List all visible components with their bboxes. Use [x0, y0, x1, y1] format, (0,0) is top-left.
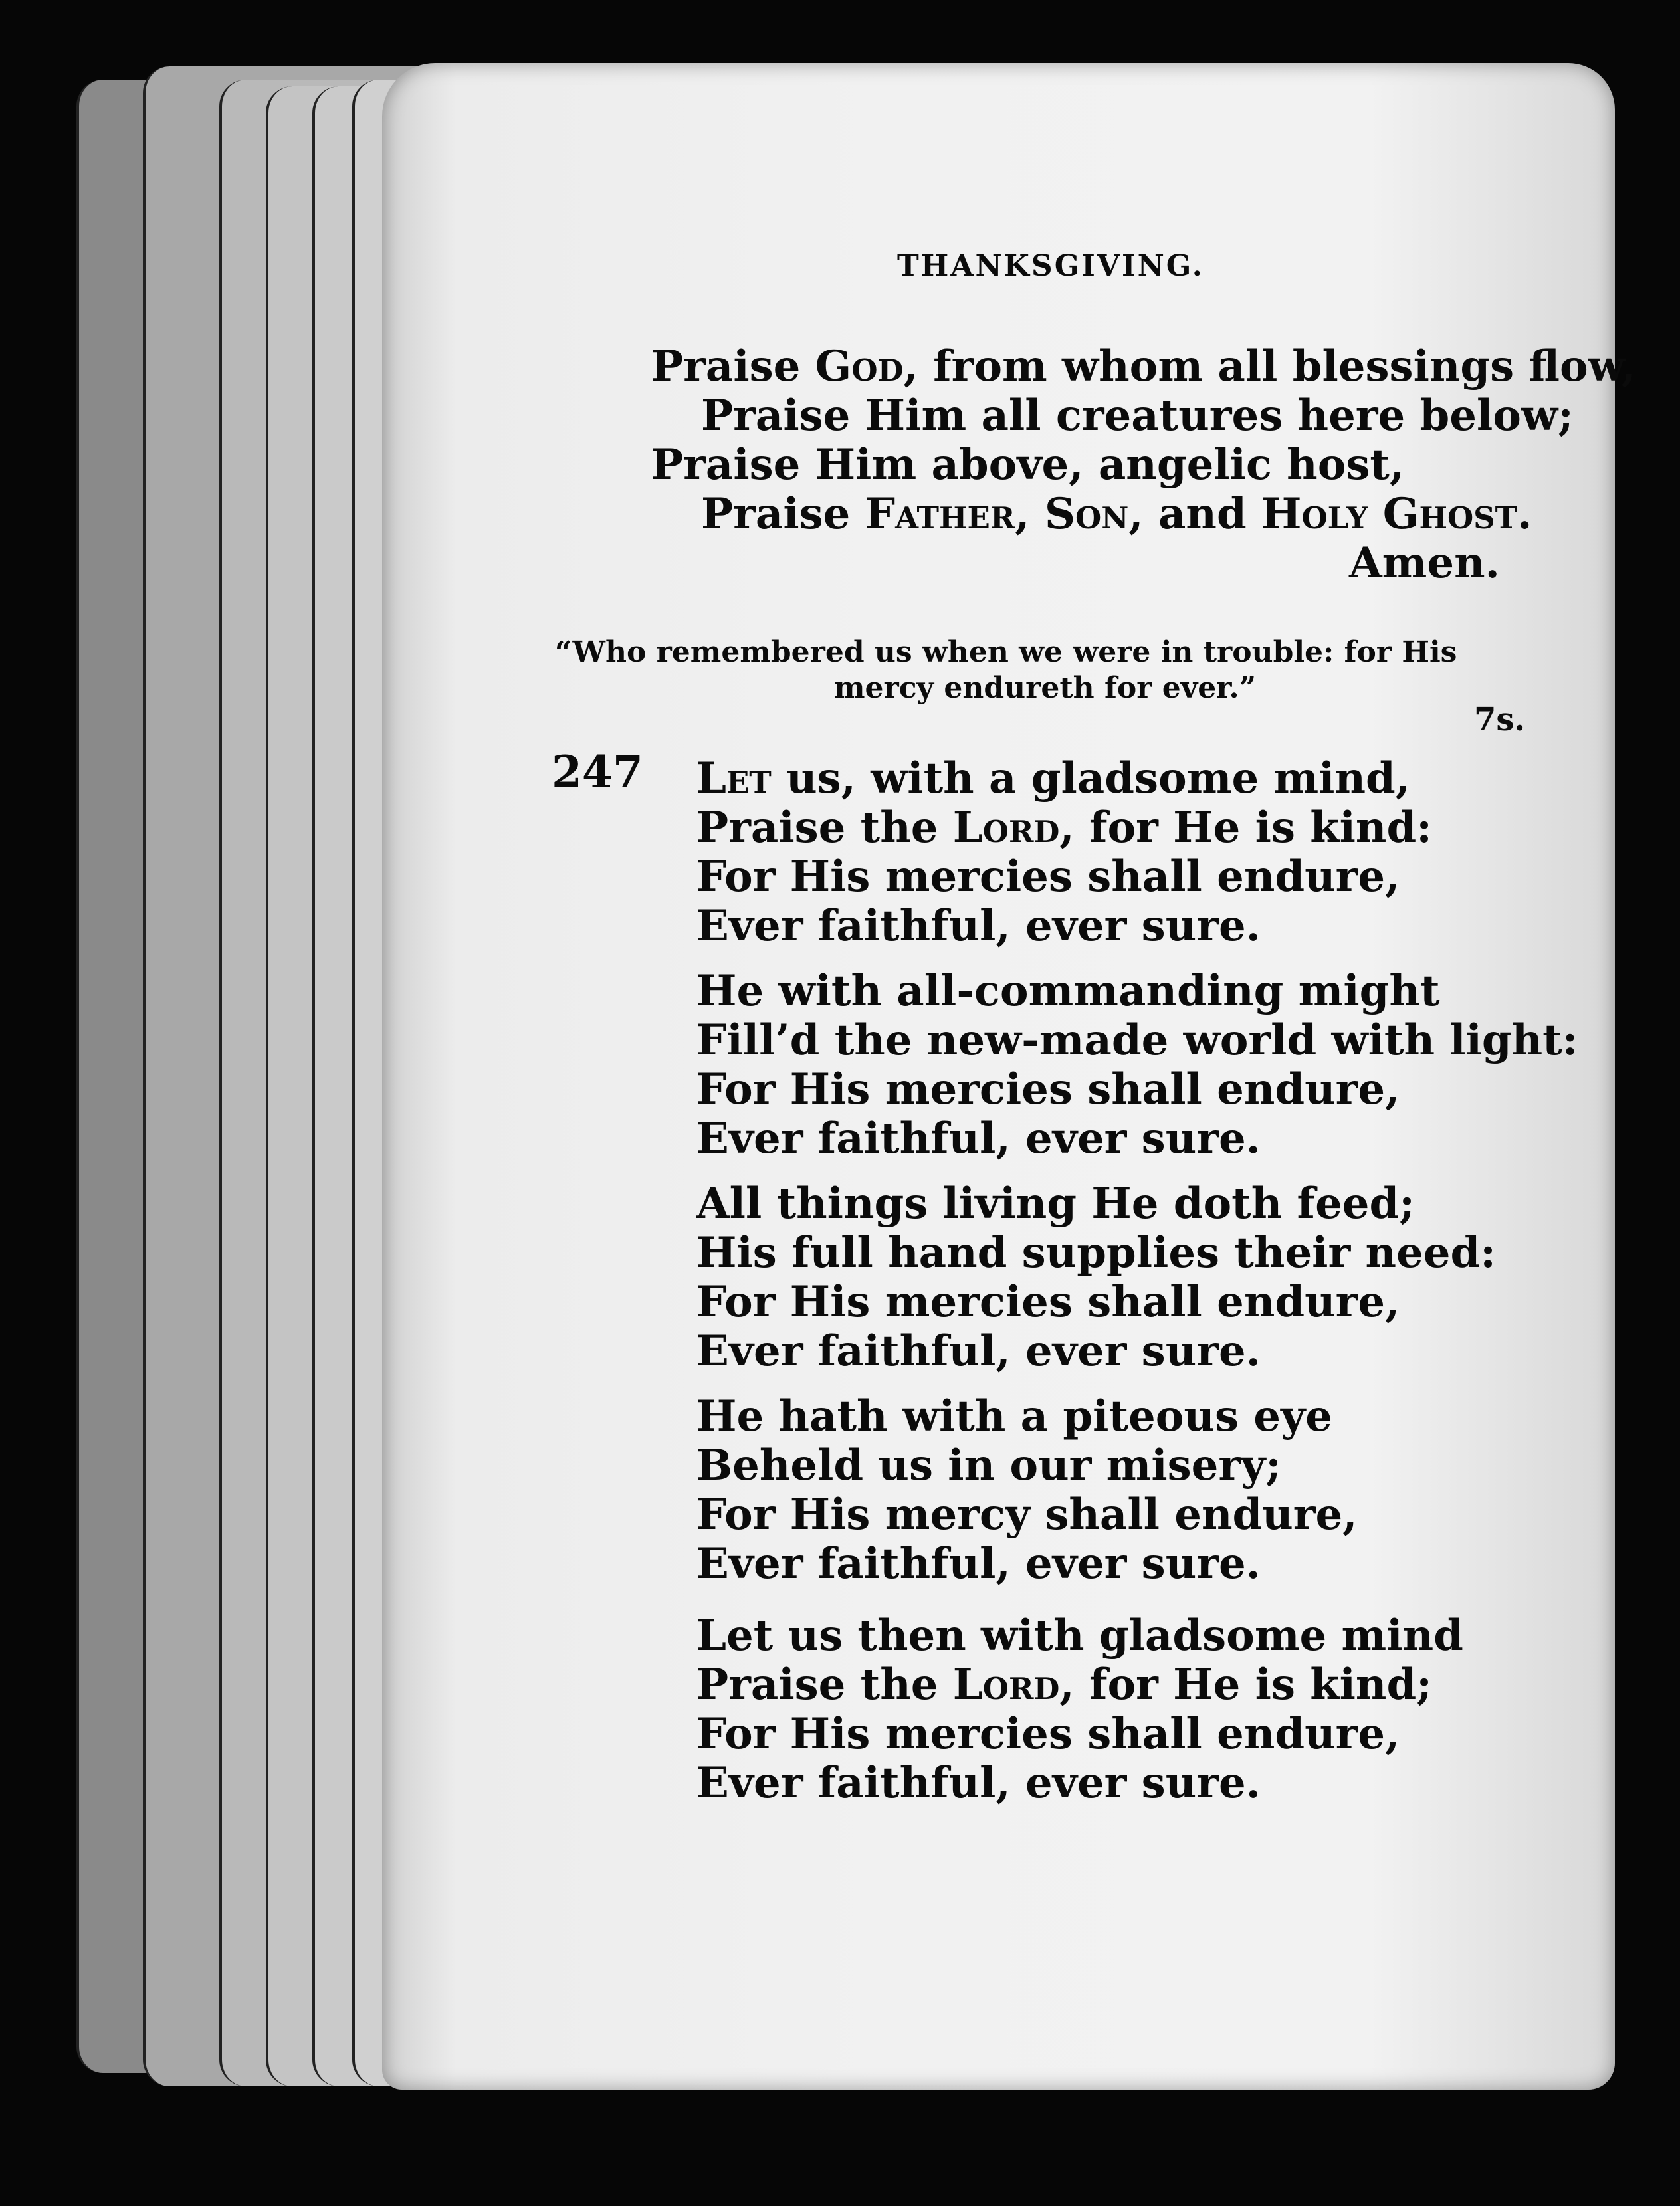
verse-line: [696, 1179, 1415, 1229]
verse-line: [696, 1441, 1281, 1490]
verse-text: He hath with a piteous eye: [696, 1391, 1332, 1441]
doxology-text: , from whom all blessings flow,: [903, 342, 1636, 391]
verse-text: Praise the: [696, 803, 953, 852]
verse-line: [696, 1278, 1400, 1327]
epigraph-line-2: mercy endureth for ever.”: [834, 671, 1257, 705]
verse-text: us, with a gladsome mind,: [771, 753, 1411, 803]
verse-text: For His mercy shall endure,: [696, 1490, 1358, 1540]
verse-line: [696, 1611, 1463, 1660]
doxology-text: Praise: [701, 489, 865, 539]
verse-line: [696, 1490, 1358, 1540]
verse-text: Ever faithful, ever sure.: [696, 1326, 1261, 1376]
verse-line: [696, 754, 1410, 803]
verse-line: [696, 1660, 1432, 1710]
amen: Amen.: [1349, 538, 1500, 588]
doxology-text: , and: [1128, 489, 1261, 539]
verse-text: Let us then with gladsome mind: [696, 1611, 1463, 1660]
epigraph-line-1: “Who remembered us when we were in trouble: for His: [555, 635, 1457, 669]
verse-line: [696, 1229, 1496, 1278]
doxology-small-caps: Son: [1044, 489, 1129, 539]
doxology-line-2: Praise Him all creatures here below;: [701, 391, 1574, 441]
verse-small-caps: Let: [696, 753, 772, 803]
hymn-meter: 7s.: [1474, 701, 1526, 738]
verse-line: [696, 1540, 1261, 1589]
running-head: THANKSGIVING.: [897, 249, 1205, 283]
doxology-text: Praise: [651, 342, 815, 391]
verse-text: For His mercies shall endure,: [696, 1709, 1400, 1759]
verse-text: For His mercies shall endure,: [696, 1064, 1400, 1114]
doxology-small-caps: God: [815, 342, 904, 391]
verse-line: [696, 1016, 1578, 1065]
verse-text: Fill’d the new-made world with light:: [696, 1015, 1578, 1065]
verse-line: [696, 803, 1432, 852]
verse-text: For His mercies shall endure,: [696, 1277, 1400, 1327]
verse-text: His full hand supplies their need:: [696, 1228, 1496, 1278]
verse-line: [696, 967, 1440, 1016]
hymn-number: 247: [552, 746, 643, 798]
verse-text: , for He is kind;: [1059, 1660, 1432, 1710]
verse-line: [696, 1759, 1261, 1808]
verse-line: [696, 902, 1261, 951]
doxology-line-3: Praise Him above, angelic host,: [651, 440, 1405, 490]
verse-text: Ever faithful, ever sure.: [696, 1758, 1261, 1808]
verse-text: Praise the: [696, 1660, 953, 1710]
verse-line: [696, 852, 1400, 902]
verse-text: For His mercies shall endure,: [696, 852, 1400, 902]
verse-line: [696, 1065, 1400, 1114]
verse-text: Ever faithful, ever sure.: [696, 1539, 1261, 1589]
verse-line: [696, 1710, 1400, 1759]
doxology-small-caps: Holy Ghost: [1261, 489, 1518, 539]
verse-line: [696, 1114, 1261, 1163]
verse-text: He with all-commanding might: [696, 966, 1440, 1016]
verse-text: , for He is kind:: [1059, 803, 1432, 852]
doxology-small-caps: Father: [865, 489, 1015, 539]
verse-text: All things living He doth feed;: [696, 1179, 1415, 1229]
doxology-text: ,: [1015, 489, 1045, 539]
verse-text: Ever faithful, ever sure.: [696, 1114, 1261, 1163]
verse-text: Ever faithful, ever sure.: [696, 901, 1261, 951]
verse-text: Beheld us in our misery;: [696, 1441, 1281, 1490]
verse-line: [696, 1327, 1261, 1376]
doxology-line-4: [701, 490, 1532, 539]
verse-line: [696, 1392, 1332, 1441]
doxology-line-1: [651, 342, 1636, 391]
verse-small-caps: Lord: [952, 803, 1060, 852]
verse-small-caps: Lord: [952, 1660, 1060, 1710]
doxology-text: .: [1517, 489, 1532, 539]
